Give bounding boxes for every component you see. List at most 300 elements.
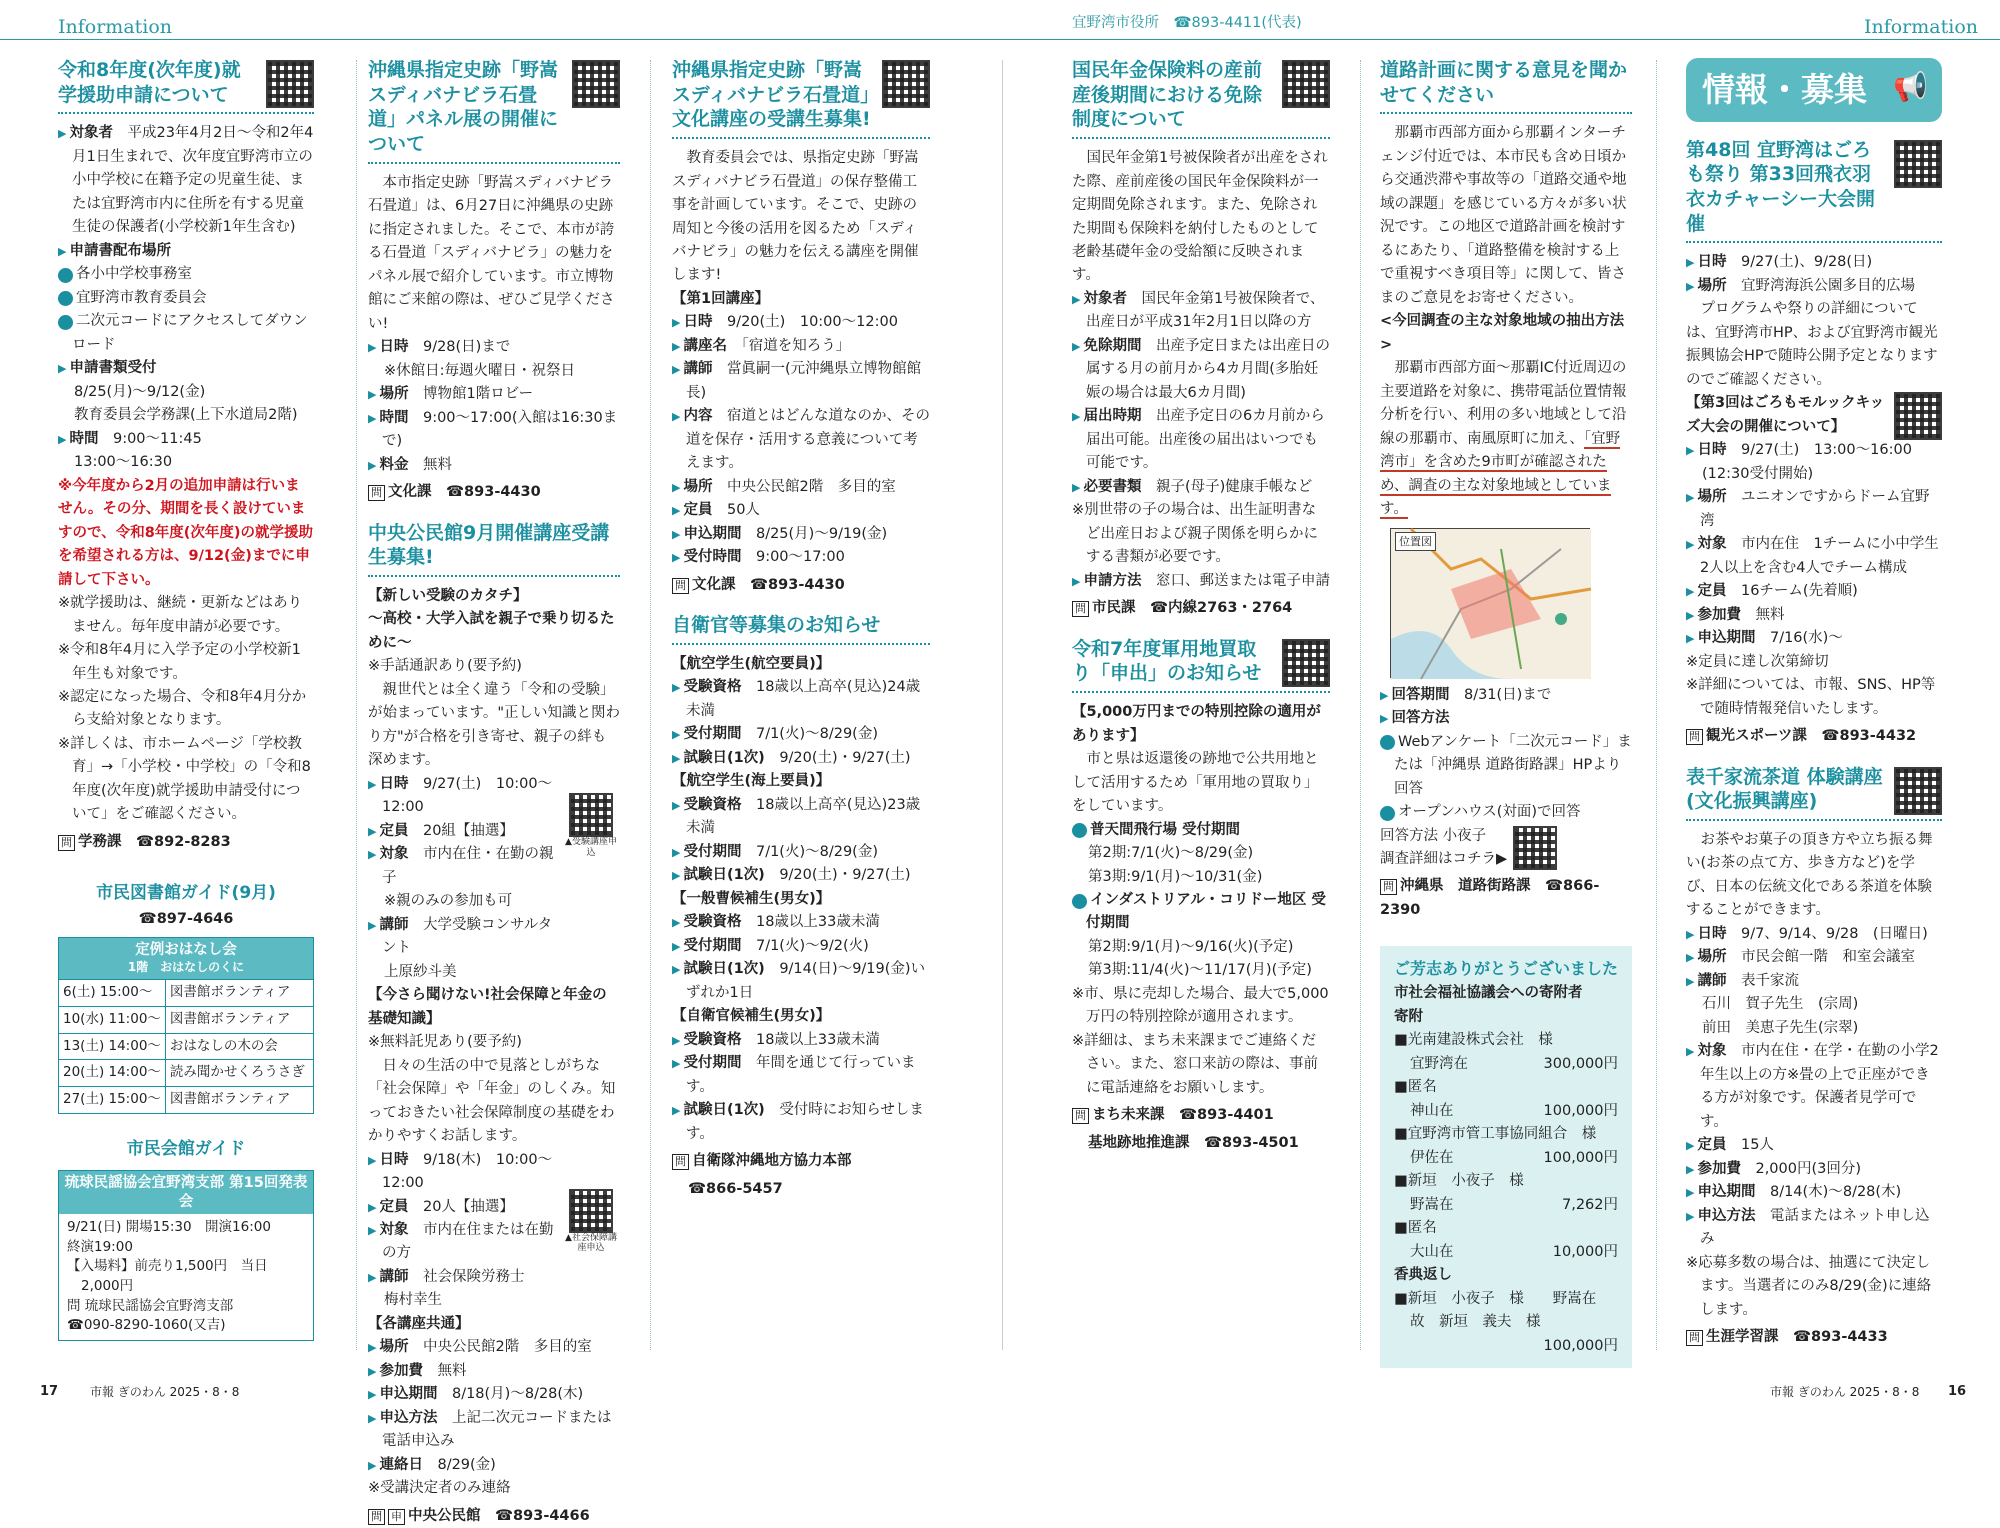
- table-row: [59, 979, 313, 1006]
- info-row: [672, 311, 930, 334]
- qr-code[interactable]: [1282, 60, 1330, 108]
- office-phone: ☎893-4411(代表): [1173, 15, 1302, 31]
- cell-time: 10(水) 11:00～: [59, 1006, 165, 1033]
- triangle-icon: ▶: [368, 1153, 377, 1167]
- row-key: 必要書類: [1083, 478, 1142, 495]
- row-key: 講座名: [683, 337, 727, 354]
- table-row: [59, 1033, 313, 1060]
- sub-heading: 【航空学生(航空要員)】: [672, 655, 831, 672]
- triangle-icon: ▶: [672, 1033, 681, 1047]
- qr-code[interactable]: [569, 1189, 613, 1233]
- info-row: [368, 1336, 620, 1359]
- text-line: 【入場料】前売り1,500円 当日2,000円: [67, 1258, 268, 1295]
- contact-line: 問 まち未来課 ☎893-4401: [1072, 1104, 1330, 1127]
- item-text: 各小中学校事務室: [76, 266, 192, 283]
- row-value: 国民年金第1号被保険者で、出産日が平成31年2月1日以降の方: [1086, 290, 1325, 331]
- donation-amount: 100,000円: [1543, 1149, 1618, 1166]
- row-key: 講師: [1697, 972, 1727, 989]
- qr-caption: ▲受験講座申込: [565, 836, 617, 858]
- number-icon: 2: [1380, 806, 1395, 821]
- row-key: 試験日(1次): [683, 961, 765, 978]
- row-value: 表千家流: [1740, 972, 1799, 989]
- triangle-icon: ▶: [368, 918, 377, 932]
- row-value: 8/14(木)～8/28(木): [1769, 1184, 1902, 1201]
- number-icon: 2: [1072, 894, 1087, 909]
- row-value: 9/27(土) 13:00～16:00: [1740, 442, 1912, 459]
- info-row: [672, 1052, 930, 1099]
- column-1: [51, 58, 314, 1348]
- cell-host: 読み聞かせくろうさぎ: [165, 1060, 313, 1087]
- triangle-icon: ▶: [672, 551, 681, 565]
- info-row: [1686, 439, 1942, 462]
- info-row: [1686, 993, 1942, 1016]
- donor-name: 故 新垣 義夫 様: [1410, 1314, 1541, 1331]
- sub-heading: 【自衛官候補生(男女)】: [672, 1008, 831, 1025]
- triangle-icon: ▶: [368, 1364, 377, 1378]
- row-value: 大学受験コンサルタント: [382, 916, 553, 957]
- number-icon: 1: [1072, 823, 1087, 838]
- section-title: 表千家流茶道 体験講座(文化振興講座): [1686, 765, 1942, 821]
- number-icon: 2: [58, 291, 73, 306]
- text-line: 問 琉球民謡協会宜野湾支部: [67, 1297, 234, 1314]
- donor-row: [1394, 1100, 1618, 1123]
- qr-code[interactable]: [1894, 767, 1942, 815]
- row-key: 定員: [379, 1198, 409, 1215]
- text-line: ※令和8年4月に入学予定の小学校新1年生も対象です。: [58, 642, 301, 682]
- info-row: [672, 864, 930, 887]
- row-value: 當眞嗣一(元沖縄県立博物館館長): [686, 361, 922, 401]
- row-key: 場所: [1697, 489, 1727, 506]
- info-row: [1686, 627, 1942, 650]
- triangle-icon: ▶: [1072, 410, 1081, 424]
- row-key: 参加費: [1697, 606, 1741, 623]
- info-row: [1072, 335, 1330, 405]
- triangle-icon: ▶: [368, 1341, 377, 1355]
- info-row: [1686, 1181, 1942, 1204]
- hall-title: 市民会館ガイド: [126, 1139, 246, 1160]
- note: ※受講決定者のみ連絡: [368, 1480, 511, 1497]
- row-value: 9/7、9/14、9/28 (日曜日): [1740, 925, 1928, 942]
- triangle-icon: ▶: [368, 777, 377, 791]
- row-value: 9:00～17:00: [755, 549, 845, 566]
- triangle-icon: ▶: [1686, 1209, 1695, 1223]
- number-icon: 1: [58, 268, 73, 283]
- note: ※手話通訳あり(要予約): [368, 658, 522, 675]
- row-key: 連絡日: [379, 1456, 423, 1473]
- triangle-icon: ▶: [368, 458, 377, 472]
- note: ※無料託児あり(要予約): [368, 1034, 522, 1051]
- row-value: 9/28(日)まで: [422, 339, 511, 356]
- hall-box: [58, 1170, 314, 1341]
- text-line: ※詳細は、まち未来課までご連絡ください。また、窓口来訪の際は、事前に電話連絡をお願いします。: [1072, 1032, 1318, 1096]
- triangle-icon: ▶: [672, 504, 681, 518]
- info-row: [58, 122, 314, 239]
- info-row: [368, 1219, 564, 1266]
- row-value: 18歳以上33歳未満: [755, 1031, 880, 1048]
- triangle-icon: ▶: [1686, 974, 1695, 988]
- triangle-icon: ▶: [368, 341, 377, 355]
- row-value: 市内在住 1チームに小中学生2人以上を含む4人でチーム構成: [1700, 536, 1939, 576]
- donor-place: 伊佐在: [1410, 1149, 1454, 1166]
- contact-line: 問 文化課 ☎893-4430: [368, 481, 620, 504]
- qr-code[interactable]: [1894, 140, 1942, 188]
- row-value: 9/18(木) 10:00～12:00: [382, 1151, 553, 1192]
- cell-time: 20(土) 14:00～: [59, 1060, 165, 1087]
- info-row: [368, 1149, 564, 1196]
- library-guide: [58, 880, 314, 1114]
- thanks-title: ご芳志ありがとうございました: [1394, 959, 1619, 979]
- info-row: [1072, 288, 1330, 335]
- box-title: 琉球民謡協会宜野湾支部 第15回発表会: [59, 1171, 313, 1215]
- row-value: 7/1(火)～9/2(火): [755, 937, 869, 954]
- row-value: 7/16(水)～: [1769, 630, 1843, 647]
- qr-caption: ▲社会保障講座申込: [565, 1232, 617, 1254]
- info-row: [672, 499, 930, 522]
- donor-name: ■光南建設株式会社 様: [1394, 1032, 1553, 1049]
- row-key: 申請書配布場所: [69, 242, 171, 259]
- box-subtitle: 1階 おはなしのくに: [127, 960, 245, 975]
- contact-line: 問 生涯学習課 ☎893-4433: [1686, 1326, 1942, 1349]
- row-key: 試験日(1次): [683, 749, 765, 766]
- hall-guide: [58, 1136, 314, 1341]
- qr-code[interactable]: [266, 60, 314, 108]
- sub-heading: 【航空学生(海上要員)】: [672, 773, 831, 790]
- triangle-icon: ▶: [672, 363, 681, 377]
- megaphone-icon: 📢: [1893, 70, 1928, 103]
- info-row: [368, 890, 564, 913]
- triangle-icon: ▶: [1072, 339, 1081, 353]
- info-row: [1686, 923, 1942, 946]
- row-key: 受付期間: [683, 726, 742, 743]
- page-number-right: 16: [1948, 1383, 1967, 1399]
- donor-place: 野嵩在: [1410, 1196, 1454, 1213]
- row-key: 申込期間: [683, 525, 742, 542]
- triangle-icon: ▶: [1686, 1186, 1695, 1200]
- info-row: [1686, 946, 1942, 969]
- contact-line: 基地跡地推進課 ☎893-4501: [1088, 1134, 1299, 1151]
- item-text: オープンハウス(対面)で回答: [1398, 804, 1581, 821]
- row-key: 受験資格: [683, 914, 742, 931]
- donation-amount: 7,262円: [1561, 1196, 1618, 1213]
- info-row: [368, 1196, 564, 1219]
- text-line: ※認定になった場合、令和8年4月分から支給対象となります。: [58, 689, 307, 729]
- triangle-icon: ▶: [368, 824, 377, 838]
- row-value: 出産予定日の6カ月前から届出可能。出産後の届出はいつでも可能です。: [1086, 408, 1325, 472]
- contact-line: 問 文化課 ☎893-4430: [672, 574, 930, 597]
- row-key: 日時: [379, 1151, 409, 1168]
- triangle-icon: ▶: [368, 1200, 377, 1214]
- page-number-left: 17: [40, 1383, 59, 1399]
- triangle-icon: ▶: [1686, 1045, 1695, 1059]
- numbered-item: [51, 310, 314, 357]
- row-value: 8/29(金): [437, 1456, 496, 1473]
- number-icon: 1: [1380, 735, 1395, 750]
- header-city-office: [1072, 12, 1302, 35]
- section-title: 沖縄県指定史跡「野嵩スディバナビラ石畳道」文化講座の受講生募集!: [672, 58, 930, 139]
- cell-time: 6(土) 15:00～: [59, 979, 165, 1006]
- triangle-icon: ▶: [1686, 585, 1695, 599]
- cell-host: 図書館ボランティア: [165, 1087, 313, 1113]
- row-value: 宿道とはどんな道なのか、その道を保存・活用する意義について考えます。: [686, 408, 930, 472]
- item-line: 第3期:11/4(火)～11/17(月)(予定): [1088, 962, 1312, 979]
- triangle-icon: ▶: [58, 362, 67, 376]
- info-row: [1072, 476, 1330, 499]
- info-row: [368, 336, 620, 359]
- donor-row: [1394, 1194, 1618, 1217]
- row-value: 無料: [437, 1362, 467, 1379]
- info-row: [1380, 684, 1632, 707]
- triangle-icon: ▶: [1686, 951, 1695, 965]
- row-key: 日時: [1697, 254, 1727, 271]
- page-footer: [0, 1376, 2000, 1416]
- row-value: 8/18(月)～8/28(木): [451, 1386, 584, 1403]
- info-row: [672, 747, 930, 770]
- note: ※別世帯の子の場合は、出生証明書など出産日および親子関係を明らかにする書類が必要です。: [1072, 502, 1318, 566]
- contact-line: 問 沖縄県 道路街路課 ☎866-2390: [1380, 878, 1600, 918]
- contact-line: 問 市民課 ☎内線2763・2764: [1072, 597, 1330, 620]
- triangle-icon: ▶: [58, 127, 67, 141]
- row-key: 日時: [379, 775, 409, 792]
- sub-heading: 【5,000万円までの特別控除の適用があります】: [1072, 704, 1321, 744]
- table-row: [59, 1006, 313, 1033]
- item-line: 第2期:9/1(月)～9/16(火)(予定): [1088, 938, 1294, 955]
- column-divider: [650, 60, 651, 1350]
- numbered-item: [51, 263, 314, 286]
- masthead-right: 市報 ぎのわん 2025・8・8: [1770, 1384, 1920, 1399]
- row-value: 9/27(土)、9/28(日): [1740, 254, 1873, 271]
- section-title: 中央公民館9月開催講座受講生募集!: [368, 521, 620, 577]
- triangle-icon: ▶: [1686, 1162, 1695, 1176]
- text-line: ※就学援助は、継続・更新などはありません。毎年度申請が必要です。: [58, 595, 303, 635]
- row-value: 受付時にお知らせします。: [686, 1102, 924, 1142]
- text-line: ※詳しくは、市ホームページ「学校教育」→「小学校・中学校」の「令和8年度(次年度)就学援助申請受付について」をご確認ください。: [58, 735, 311, 823]
- triangle-icon: ▶: [1686, 538, 1695, 552]
- row-value: 8/25(月)～9/12(金): [74, 383, 206, 400]
- donation-thanks-box: [1380, 946, 1632, 1368]
- numbered-item: [1065, 819, 1330, 842]
- row-value: 9:00～17:00(入館は16:30まで): [382, 409, 618, 450]
- row-key: 時間: [379, 409, 409, 426]
- masthead-left: 市報 ぎのわん 2025・8・8: [90, 1384, 240, 1399]
- row-key: 試験日(1次): [683, 867, 765, 884]
- location-map[interactable]: [1390, 528, 1590, 678]
- row-value: 13:00～16:30: [74, 454, 173, 471]
- body-text: 親世代とは全く違う「令和の受験」が始まっています。"正しい知識と関わり方"が合格を引き寄せ、親子の絆も深めます。: [368, 681, 621, 769]
- qr-code[interactable]: [1282, 639, 1330, 687]
- triangle-icon: ▶: [368, 1223, 377, 1237]
- row-value: 9/20(土)・9/27(土): [779, 749, 911, 766]
- triangle-icon: ▶: [672, 751, 681, 765]
- info-row: [368, 1266, 564, 1289]
- row-value: ※休館日:毎週火曜日・祝祭日: [384, 362, 576, 379]
- qr-code[interactable]: [572, 60, 620, 108]
- text-line: ※詳細については、市報、SNS、HP等で随時情報発信いたします。: [1686, 677, 1936, 717]
- triangle-icon: ▶: [1686, 491, 1695, 505]
- body-text: 本市指定史跡「野嵩スディバナビラ石畳道」は、6月27日に沖縄県の史跡に指定されました。そこで、本市が誇る石畳道「スディバナビラ」の魅力をパネル展で紹介しています。市立博物館にご来館の際は、ぜひご見学ください!: [368, 174, 615, 332]
- qr-code[interactable]: [1894, 392, 1942, 440]
- triangle-icon: ▶: [672, 527, 681, 541]
- row-key: 受付期間: [683, 937, 742, 954]
- office-name: 宜野湾市役所: [1072, 15, 1159, 31]
- info-row: [368, 843, 564, 890]
- row-value: 宜野湾海浜公園多目的広場: [1740, 277, 1915, 294]
- header-right-label: Information: [1863, 16, 1978, 38]
- row-value: 7/1(火)～8/29(金): [755, 843, 878, 860]
- row-value: 9/14(日)～9/19(金)いずれか1日: [686, 961, 926, 1001]
- body-text: 教育委員会では、県指定史跡「野嵩スディバナビラ石畳道」の保存整備工事を計画しています。そこで、史跡の周知と今後の活用を図るため「スディバナビラ」の魅力を伝える講座を開催します!: [672, 150, 919, 284]
- row-value: 上記二次元コードまたは電話申込み: [382, 1409, 612, 1450]
- row-value: 梅村幸生: [384, 1292, 442, 1309]
- donor-row: [1394, 1241, 1618, 1264]
- row-key: 対象: [379, 846, 409, 863]
- row-key: 対象: [1697, 536, 1727, 553]
- warning-text: ※今年度から2月の追加申請は行いません。その分、期間を長く設けていますので、令和8年度(次年度)の就学援助を希望される方は、9/12(金)までに申請して下さい。: [58, 477, 314, 588]
- triangle-icon: ▶: [672, 1057, 681, 1071]
- triangle-icon: ▶: [672, 869, 681, 883]
- row-key: 場所: [1697, 277, 1727, 294]
- triangle-icon: ▶: [672, 480, 681, 494]
- row-value: 年間を通じて行っています。: [686, 1055, 916, 1095]
- method-detail-link: 調査詳細はコチラ▶: [1380, 851, 1508, 867]
- info-row: [1686, 533, 1942, 580]
- triangle-icon: ▶: [672, 316, 681, 330]
- triangle-icon: ▶: [1686, 444, 1695, 458]
- info-row: [1686, 1158, 1942, 1181]
- row-key: 料金: [379, 456, 409, 473]
- row-value: 親子(母子)健康手帳など: [1155, 478, 1313, 495]
- row-value: 無料: [422, 456, 452, 473]
- info-row: [368, 454, 620, 477]
- row-value: ※親のみの参加も可: [384, 893, 513, 910]
- text-line: ☎090-8290-1060(又吉): [67, 1317, 226, 1334]
- info-row: [1686, 1017, 1942, 1040]
- info-row: [1686, 1205, 1942, 1252]
- info-row: [672, 405, 930, 475]
- sub-heading: 【今さら聞けない!社会保障と年金の基礎知識】: [368, 987, 607, 1027]
- box-title: 定例おはなし会: [135, 942, 237, 959]
- row-value: 窓口、郵送または電子申請: [1155, 572, 1330, 589]
- triangle-icon: ▶: [672, 963, 681, 977]
- page-header: [0, 0, 2000, 40]
- storytime-table: [59, 979, 313, 1113]
- row-value: 18歳以上33歳未満: [755, 914, 880, 931]
- row-value: 中央公民館2階 多目的室: [726, 478, 896, 495]
- section-title: 令和7年度軍用地買取り「申出」のお知らせ: [1072, 637, 1330, 693]
- row-key: 申込期間: [379, 1386, 438, 1403]
- donation-amount: 100,000円: [1543, 1102, 1618, 1119]
- triangle-icon: ▶: [368, 1411, 377, 1425]
- donor-place: 大山在: [1410, 1243, 1454, 1260]
- triangle-icon: ▶: [1686, 608, 1695, 622]
- info-row: [368, 773, 564, 820]
- info-row: [1686, 580, 1942, 603]
- info-row: [368, 383, 620, 406]
- row-key: 届出時期: [1083, 408, 1142, 425]
- info-row: [368, 914, 564, 961]
- sub-heading: 【新しい受験のカタチ】: [368, 587, 528, 604]
- triangle-icon: ▶: [672, 728, 681, 742]
- text-line: ※市、県に売却した場合、最大で5,000万円の特別控除が適用されます。: [1072, 985, 1329, 1026]
- body-text: 国民年金第1号被保険者が出産をされた際、産前産後の国民年金保険料が一定期間免除されます。また、免除された期間も保険料を納付したものとして老齢基礎年金の受給額に反映されます。: [1072, 150, 1328, 284]
- contact-line: 問 申 中央公民館 ☎893-4466: [368, 1505, 620, 1528]
- row-key: 時間: [69, 430, 99, 447]
- info-row: [1072, 405, 1330, 475]
- row-value: 社会保険労務士: [422, 1268, 525, 1285]
- row-value: 市内在住・在勤の親子: [382, 846, 554, 886]
- donor-row: [1394, 1147, 1618, 1170]
- row-value: 8/25(月)～9/19(金): [755, 525, 888, 542]
- row-key: 参加費: [1697, 1160, 1741, 1177]
- contact-line: 問 観光スポーツ課 ☎893-4432: [1686, 725, 1942, 748]
- info-row: [368, 1454, 620, 1477]
- info-row: [672, 911, 930, 934]
- info-row: [1686, 1134, 1942, 1157]
- row-value: 上原紗斗美: [384, 963, 457, 980]
- column-3: [672, 58, 930, 1348]
- row-value: 7/1(火)～8/29(金): [755, 726, 878, 743]
- qr-code[interactable]: [569, 793, 613, 837]
- section-title: 沖縄県指定史跡「野嵩スディバナビラ石畳道」パネル展の開催について: [368, 58, 620, 164]
- row-value: 中央公民館2階 多目的室: [422, 1339, 592, 1356]
- header-left-label: Information: [58, 16, 173, 38]
- triangle-icon: ▶: [1072, 480, 1081, 494]
- qr-code[interactable]: [882, 60, 930, 108]
- donor-name: ■新垣 小夜子 様: [1394, 1173, 1524, 1190]
- donor-name: ■宜野湾市管工事協同組合 様: [1394, 1126, 1597, 1143]
- column-divider: [1656, 60, 1657, 1350]
- row-value: 9:00～11:45: [112, 430, 202, 447]
- section-title: 第48回 宜野湾はごろも祭り 第33回飛衣羽衣カチャーシー大会開催: [1686, 138, 1942, 244]
- body-text: 日々の生活の中で見落としがちな「社会保障」や「年金」のしくみ。知っておきたい社会保障制度の基礎をわかりやすくお話します。: [368, 1057, 616, 1145]
- row-key: 日時: [1697, 442, 1727, 459]
- cell-host: 図書館ボランティア: [165, 1006, 313, 1033]
- sub-heading: 【第1回講座】: [672, 290, 770, 307]
- donation-amount: 10,000円: [1552, 1243, 1618, 1260]
- info-row: [672, 358, 930, 405]
- section-title: 道路計画に関する意見を聞かせてください: [1380, 58, 1632, 114]
- info-row: [368, 407, 620, 454]
- triangle-icon: ▶: [672, 798, 681, 812]
- triangle-icon: ▶: [1072, 574, 1081, 588]
- triangle-icon: ▶: [672, 939, 681, 953]
- triangle-icon: ▶: [368, 1458, 377, 1472]
- column-6: [1686, 58, 1942, 1348]
- row-value: 20組【抽選】: [422, 822, 514, 839]
- row-value: 市内在住・在学・在勤の小学2年生以上の方※畳の上で正座ができる方が対象です。保護者見学可です。: [1700, 1043, 1939, 1130]
- row-key: 講師: [683, 361, 713, 378]
- item-title: 普天間飛行場 受付期間: [1090, 821, 1241, 838]
- cell-host: おはなしの木の会: [165, 1033, 313, 1060]
- qr-code[interactable]: [1513, 826, 1557, 870]
- row-value: 8/31(日)まで: [1463, 686, 1552, 703]
- cell-time: 27(土) 15:00～: [59, 1087, 165, 1113]
- row-value: 出産予定日または出産日の属する月の前月から4カ月間(多胎妊娠の場合は最大6カ月間): [1086, 337, 1330, 401]
- info-row: [368, 961, 564, 984]
- row-value: 16チーム(先着順): [1740, 583, 1858, 600]
- info-row: [672, 723, 930, 746]
- table-row: [59, 1060, 313, 1087]
- contact-line: 問 自衛隊沖縄地方協力本部: [672, 1150, 930, 1173]
- section-title: 令和8年度(次年度)就学援助申請について: [58, 58, 314, 114]
- row-key: 定員: [1697, 1137, 1727, 1154]
- body-text: プログラムや祭りの詳細については、宜野湾市HP、および宜野湾市観光振興協会HPで随時公開予定となりますのでご確認ください。: [1686, 301, 1938, 388]
- row-value: 2,000円(3回分): [1755, 1160, 1862, 1177]
- sub-heading: 【第3回はごろもモルックキッズ大会の開催について】: [1686, 395, 1885, 435]
- body-text: 那覇市西部方面～那覇IC付近周辺の主要道路を対象に、携帯電話位置情報分析を行い、利用の多い地域として沿線の那覇市、南風原町に加え、「宜野湾市」を含めた9市町が確認されため、調査の主な対象地域としています。: [1380, 360, 1627, 518]
- info-row: [1380, 707, 1632, 730]
- donation-amount: 300,000円: [1543, 1055, 1618, 1072]
- map-label: 位置図: [1395, 532, 1436, 552]
